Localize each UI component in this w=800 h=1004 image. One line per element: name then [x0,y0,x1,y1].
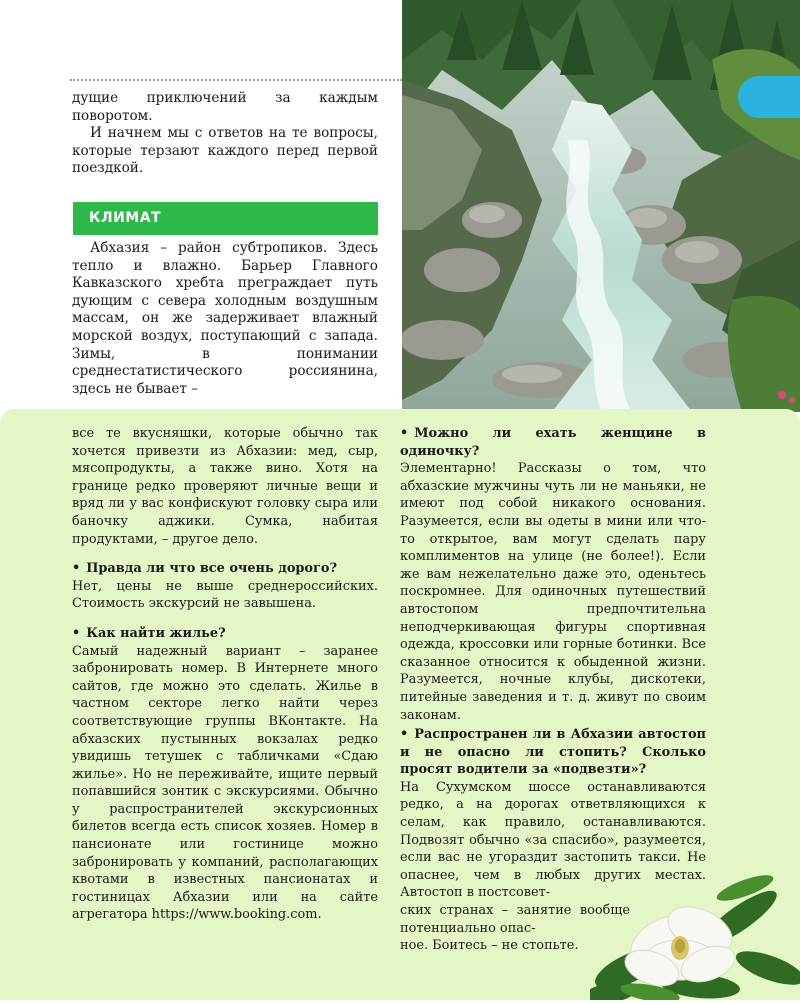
left-column [72,425,378,924]
bullet-icon: • [400,426,409,441]
answer-prices: Нет, цены не выше среднероссийских. Стоимость экскурсий не завышена. [72,578,378,612]
mountain-stream-photo [402,0,800,412]
question-hitchhiking [400,726,706,779]
question-solo-woman-text: Можно ли ехать женщине в одиночку? [400,426,706,459]
answer-housing: Самый надежный вариант – заранее забронировать номер. В Интернете много сайтов, где можно это сделать. Жилье в частном секторе легко найти через соответствующие группы ВКонтакте. На абхазских пустынных вокзалах редко увидишь тетушек с табличками «Сдаю жилье». Но не переживайте, ищите первый попавшийся зонтик с экскурсиями. Обычно у распространителей экскурсионных билетов всегда есть список хозяев. Номер в пансионате или гостинице можно забронировать у компаний, располагающих квотами в известных пансионатах и гостиницах Абхазии или на сайте агрегатора https://www.booking.com. [72,643,378,923]
intro-line-second: И начнем мы с ответов на те вопросы, которые терзают каждого перед первой поездкой. [72,125,378,177]
answer-solo-woman: Элементарно! Рассказы о том, что абхазские мужчины чуть ли не маньяки, не имеют под собой никакого основания. Разумеется, если вы одеты в мини или что-то открытое, вам могут сделать пару комплиментов на улице (не более!). Если же вам нежелательно даже это, оденьтесь поскромнее. Для одиночных путешествий автостопом предпочтительна неподчеркивающая фигуры спортивная одежда, кроссовки или горные ботинки. Все сказанное относится к обыденной жизни. Разумеется, ночные клубы, дискотеки, питейные заведения и т. д. живут по своим законам. [400,461,706,723]
left-paragraph-1: все те вкусняшки, которые обычно так хочется привезти из Абхазии: мед, сыр, мясопродукты, а также вино. Хотя на границе редко проверяют личные вещи и вряд ли у вас конфискуют головку сыра или баночку аджики. Сумка, набитая продуктами, – другое дело. [72,426,378,547]
bullet-icon: • [400,727,409,743]
dotted-rule [70,79,402,81]
section-tab-marker [738,76,800,118]
bullet-icon: • [72,561,81,577]
question-prices [72,560,378,578]
question-hitchhiking-text: Распространен ли в Абхазии автостоп и не опасно ли стопить? Сколько просят водители за «подвезти»? [400,727,706,778]
intro-text [72,90,378,178]
question-housing [72,625,378,643]
section-heading-climate: КЛИМАТ [73,202,378,235]
answer-hitchhiking-tail-1: ских странах – занятие вообще потенциально опас- [400,903,630,936]
question-prices-text: Правда ли что все очень дорого? [86,561,338,577]
bullet-icon: • [72,625,81,641]
answer-hitchhiking: На Сухумском шоссе останавливаются редко, а на дорогах ответвляющихся к селам, как правило, останавливаются. Подвозят обычно «за спасибо», разумеется, если вас не угораздит застопить такси. Не опаснее, чем в любых других местах. Автостоп в постсовет- [400,779,706,901]
question-solo-woman [400,425,706,460]
intro-line-continue: дущие приключений за каждым поворотом. [72,90,378,124]
climate-paragraph: Абхазия – район субтропиков. Здесь тепло и влажно. Барьер Главного Кавказского хребта преграждает путь дующим с севера холодным воздушным массам, он же задерживает влажный морской воздух, поступающий с запада. Зимы, в понимании среднестатистического россиянина, здесь не бывает – [72,240,378,397]
answer-hitchhiking-tail-2: ное. Боитесь – не стопьте. [400,938,579,954]
question-housing-text: Как найти жилье? [86,625,226,641]
magnolia-flower-icon [590,868,800,1000]
